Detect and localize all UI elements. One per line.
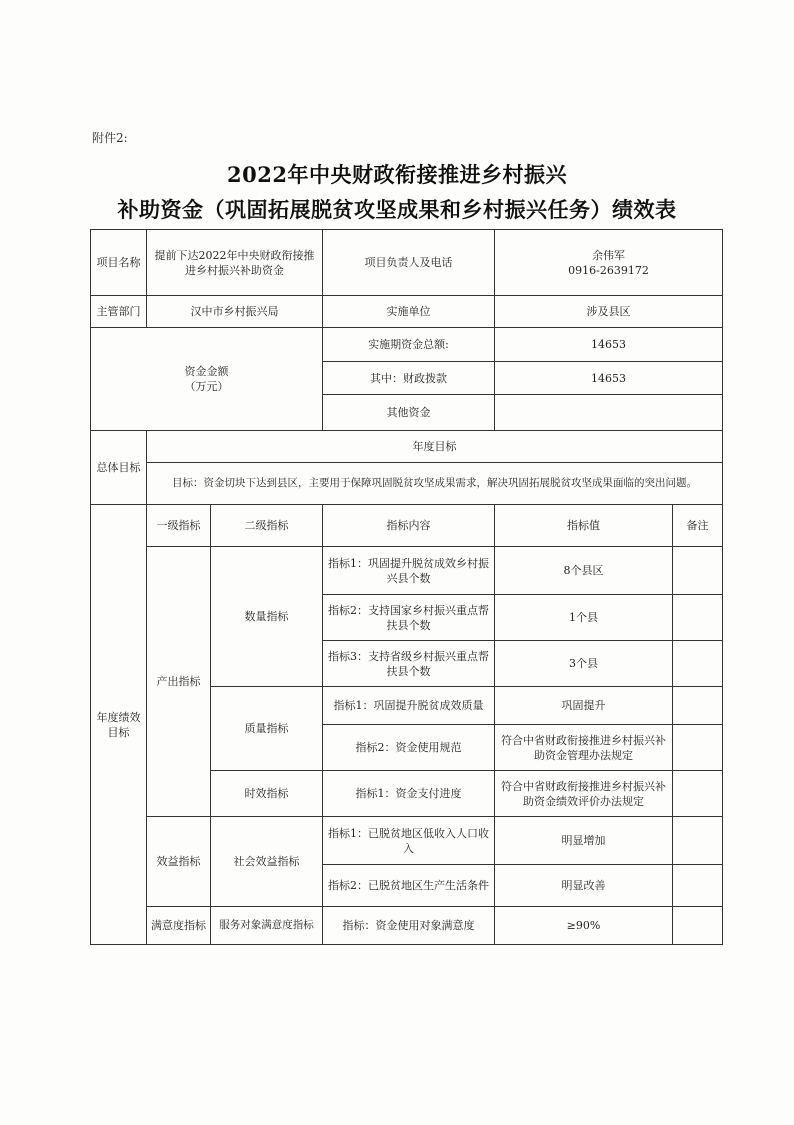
funds-label: 资金金额 xyxy=(184,365,229,378)
performance-header-row xyxy=(91,505,723,547)
funds-total-row xyxy=(91,328,723,362)
indicator-content: 指标1：资金支付进度 xyxy=(323,771,495,817)
funds-unit: （万元） xyxy=(184,380,229,393)
header-note: 备注 xyxy=(673,505,723,547)
project-contact-label: 项目负责人及电话 xyxy=(323,230,495,296)
social-level2: 社会效益指标 xyxy=(211,817,323,907)
funds-total-value: 14653 xyxy=(495,328,723,362)
indicator-content: 指标2：资金使用规范 xyxy=(323,725,495,771)
indicator-note xyxy=(673,725,723,771)
indicator-content: 指标1：巩固提升脱贫成效乡村振兴县个数 xyxy=(323,547,495,595)
funds-fiscal-label: 其中：财政拨款 xyxy=(323,362,495,395)
funds-fiscal-value: 14653 xyxy=(495,362,723,395)
indicator-note xyxy=(673,771,723,817)
output-level1: 产出指标 xyxy=(147,547,211,817)
overall-goal-text: 目标：资金切块下达到县区，主要用于保障巩固脱贫攻坚成果需求，解决巩固拓展脱贫攻坚成果面临的突出问题。 xyxy=(147,463,723,505)
project-row xyxy=(91,230,723,296)
impl-unit-value: 涉及县区 xyxy=(495,296,723,328)
indicator-content: 指标：资金使用对象满意度 xyxy=(323,907,495,945)
annual-goal-label: 年度目标 xyxy=(147,431,723,463)
overall-header-row xyxy=(91,431,723,463)
overall-text-row xyxy=(91,463,723,505)
indicator-value: 明显增加 xyxy=(495,817,673,865)
indicator-note xyxy=(673,641,723,687)
annual-performance-label xyxy=(91,505,147,945)
indicator-value: 明显改善 xyxy=(495,865,673,907)
indicator-value: 巩固提升 xyxy=(495,687,673,725)
indicator-note xyxy=(673,907,723,945)
funds-other-label: 其他资金 xyxy=(323,395,495,431)
indicator-content: 指标1：巩固提升脱贫成效质量 xyxy=(323,687,495,725)
satisfaction-level2: 服务对象满意度指标 xyxy=(211,907,323,945)
header-level1: 一级指标 xyxy=(147,505,211,547)
indicator-value: 1个县 xyxy=(495,595,673,641)
indicator-content: 指标2：支持国家乡村振兴重点帮扶县个数 xyxy=(323,595,495,641)
indicator-value: 3个县 xyxy=(495,641,673,687)
satisfaction-level1: 满意度指标 xyxy=(147,907,211,945)
indicator-content: 指标2：已脱贫地区生产生活条件 xyxy=(323,865,495,907)
indicator-note xyxy=(673,595,723,641)
header-value: 指标值 xyxy=(495,505,673,547)
annual-performance-text: 年度绩效目标 xyxy=(96,710,141,739)
benefit-level1: 效益指标 xyxy=(147,817,211,907)
funds-other-value xyxy=(495,395,723,431)
indicator-value: ≥90% xyxy=(495,907,673,945)
overall-goal-label: 总体目标 xyxy=(91,431,147,505)
quality-level2: 质量指标 xyxy=(211,687,323,771)
performance-table xyxy=(90,229,723,945)
attachment-label: 附件2: xyxy=(92,131,128,145)
indicator-value: 8个县区 xyxy=(495,547,673,595)
indicator-note xyxy=(673,817,723,865)
indicator-note xyxy=(673,865,723,907)
header-level2: 二级指标 xyxy=(211,505,323,547)
indicator-note xyxy=(673,547,723,595)
document-title-line1: 2022年中央财政衔接推进乡村振兴 xyxy=(227,162,567,187)
indicator-note xyxy=(673,687,723,725)
indicator-value: 符合中省财政衔接推进乡村振兴补助资金管理办法规定 xyxy=(495,725,673,771)
indicator-content: 指标3：支持省级乡村振兴重点帮扶县个数 xyxy=(323,641,495,687)
indicator-value: 符合中省财政衔接推进乡村振兴补助资金绩效评价办法规定 xyxy=(495,771,673,817)
table-row xyxy=(91,547,723,595)
timeliness-level2: 时效指标 xyxy=(211,771,323,817)
header-content: 指标内容 xyxy=(323,505,495,547)
funds-total-label: 实施期资金总额: xyxy=(323,328,495,362)
contact-phone: 0916-2639172 xyxy=(568,263,649,277)
quantity-level2: 数量指标 xyxy=(211,547,323,687)
contact-name: 余伟军 xyxy=(592,248,625,262)
document-title-line2: 补助资金（巩固拓展脱贫攻坚成果和乡村振兴任务）绩效表 xyxy=(117,197,677,222)
project-name-label: 项目名称 xyxy=(91,230,147,296)
table-row xyxy=(91,907,723,945)
department-label: 主管部门 xyxy=(91,296,147,328)
department-row xyxy=(91,296,723,328)
project-name-value: 提前下达2022年中央财政衔接推进乡村振兴补助资金 xyxy=(147,230,323,296)
impl-unit-label: 实施单位 xyxy=(323,296,495,328)
funds-label-cell xyxy=(91,328,323,431)
indicator-content: 指标1：已脱贫地区低收入人口收入 xyxy=(323,817,495,865)
project-contact-value xyxy=(495,230,723,296)
department-value: 汉中市乡村振兴局 xyxy=(147,296,323,328)
table-row xyxy=(91,817,723,865)
